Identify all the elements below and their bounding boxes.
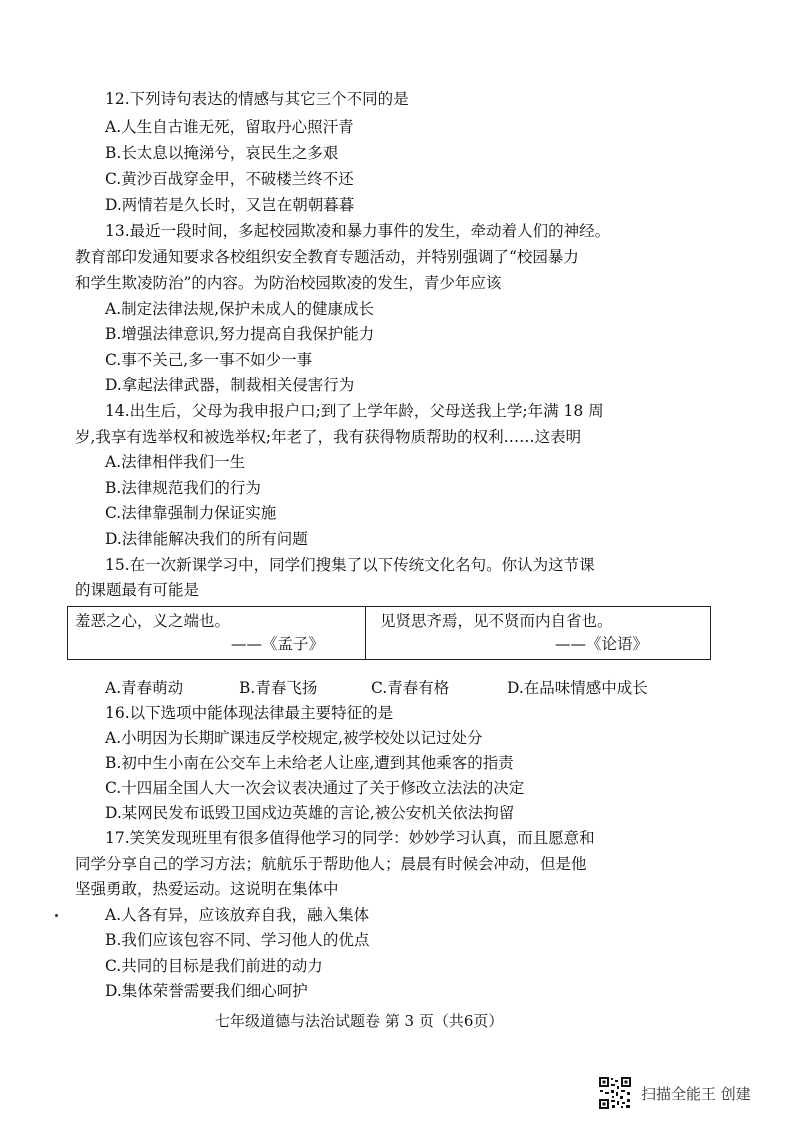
q16-option-c: C.十四届全国人大一次会议表决通过了关于修改立法法的决定 <box>105 779 525 797</box>
quote-table-divider <box>365 607 366 659</box>
quote-2-source: ——《论语》 <box>555 635 649 653</box>
q15-option-c: C.青春有格 <box>371 679 450 697</box>
q14-stem-line1: 14.出生后，父母为我申报户口;到了上学年龄，父母送我上学;年满 18 周 <box>105 402 604 420</box>
page-footer: 七年级道德与法治试题卷 第 3 页（共6页） <box>215 1012 504 1030</box>
qr-code-icon <box>598 1076 632 1110</box>
q13-stem-line2: 教育部印发通知要求各校组织安全教育专题活动，并特别强调了“校园暴力 <box>75 248 579 266</box>
q13-option-b: B.增强法律意识,努力提高自我保护能力 <box>105 325 375 343</box>
q12-option-a: A.人生自古谁无死，留取丹心照汗青 <box>105 118 354 136</box>
q14-option-d: D.法律能解决我们的所有问题 <box>105 530 308 548</box>
q13-option-a: A.制定法律法规,保护未成人的健康成长 <box>105 300 375 318</box>
q13-option-c: C.事不关己,多一事不如少一事 <box>105 351 313 369</box>
q16-option-b: B.初中生小南在公交车上未给老人让座,遭到其他乘客的指责 <box>105 754 514 772</box>
q12-option-d: D.两情若是久长时，又岂在朝朝暮暮 <box>105 196 355 214</box>
q15-option-d: D.在品味情感中成长 <box>507 679 648 697</box>
quote-1-source: ——《孟子》 <box>231 635 325 653</box>
q12-option-b: B.长太息以掩涕兮，哀民生之多艰 <box>105 144 339 162</box>
q17-option-d: D.集体荣誉需要我们细心呵护 <box>105 982 308 1000</box>
q16-stem: 16.以下选项中能体现法律最主要特征的是 <box>105 704 394 722</box>
quote-table <box>67 606 711 660</box>
q16-option-d: D.某网民发布诋毁卫国戍边英雄的言论,被公安机关依法拘留 <box>105 804 515 822</box>
q17-option-c: C.共同的目标是我们前进的动力 <box>105 957 323 975</box>
q13-stem-line3: 和学生欺凌防治”的内容。为防治校园欺凌的发生，青少年应该 <box>75 274 502 292</box>
q17-stem-line2: 同学分享自己的学习方法；航航乐于帮助他人；晨晨有时候会冲动，但是他 <box>75 855 587 873</box>
scanner-watermark: 扫描全能王 创建 <box>641 1085 751 1103</box>
q12-stem: 12.下列诗句表达的情感与其它三个不同的是 <box>105 90 409 108</box>
q13-stem-line1: 13.最近一段时间，多起校园欺凌和暴力事件的发生，牵动着人们的神经。 <box>105 222 611 240</box>
q17-stem-line3: 坚强勇敢，热爱运动。这说明在集体中 <box>75 880 339 898</box>
q12-option-c: C.黄沙百战穿金甲，不破楼兰终不还 <box>105 170 354 188</box>
q15-stem-line2: 的课题最有可能是 <box>75 581 200 599</box>
quote-1-text: 羞恶之心，义之端也。 <box>75 612 231 630</box>
q14-option-c: C.法律靠强制力保证实施 <box>105 504 277 522</box>
q13-option-d: D.拿起法律武器，制裁相关侵害行为 <box>105 376 355 394</box>
q14-option-a: A.法律相伴我们一生 <box>105 453 246 471</box>
q15-option-b: B.青春飞扬 <box>239 679 318 697</box>
q14-stem-line2: 岁,我享有选举权和被选举权;年老了，我有获得物质帮助的权利……这表明 <box>75 428 582 446</box>
q17-option-a: A.人各有异，应该放弃自我，融入集体 <box>105 906 370 924</box>
q14-option-b: B.法律规范我们的行为 <box>105 479 261 497</box>
q17-option-b: B.我们应该包容不同、学习他人的优点 <box>105 931 370 949</box>
scan-speck <box>55 914 58 917</box>
q15-option-a: A.青春萌动 <box>105 679 184 697</box>
q17-stem-line1: 17.笑笑发现班里有很多值得他学习的同学：妙妙学习认真，而且愿意和 <box>105 829 595 847</box>
q16-option-a: A.小明因为长期旷课违反学校规定,被学校处以记过处分 <box>105 729 483 747</box>
quote-2-text: 见贤思齐焉，见不贤而内自省也。 <box>380 612 613 630</box>
q15-stem-line1: 15.在一次新课学习中，同学们搜集了以下传统文化名句。你认为这节课 <box>105 556 595 574</box>
